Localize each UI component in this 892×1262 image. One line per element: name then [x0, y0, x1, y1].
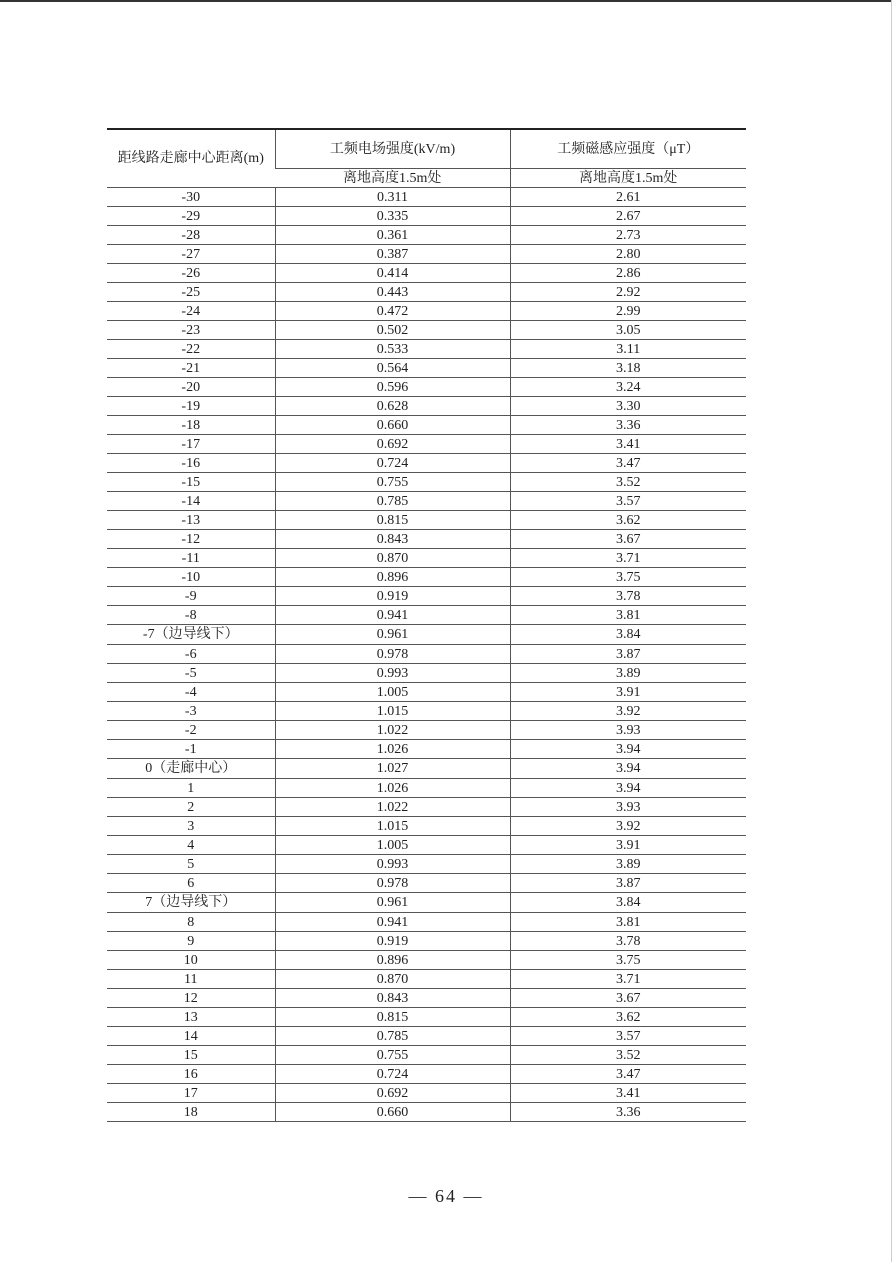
distance-cell: 16 [107, 1065, 275, 1084]
magnetic-induction-cell: 3.81 [510, 606, 746, 625]
table-row [107, 530, 746, 549]
table-row [107, 245, 746, 264]
distance-cell: -23 [107, 321, 275, 340]
distance-column-header: 距线路走廊中心距离(m) [107, 129, 275, 188]
distance-cell: 6 [107, 874, 275, 893]
distance-cell: -24 [107, 302, 275, 321]
magnetic-induction-cell: 3.93 [510, 798, 746, 817]
table-row [107, 606, 746, 625]
electric-field-cell: 0.843 [275, 530, 510, 549]
electric-field-cell: 0.961 [275, 625, 510, 645]
magnetic-induction-cell: 3.71 [510, 970, 746, 989]
field-strength-table [107, 128, 746, 1122]
distance-cell: -30 [107, 188, 275, 207]
electric-field-cell: 0.978 [275, 645, 510, 664]
electric-field-cell: 0.919 [275, 587, 510, 606]
distance-cell: -15 [107, 473, 275, 492]
electric-field-cell: 0.993 [275, 855, 510, 874]
electric-field-cell: 0.596 [275, 378, 510, 397]
table-row [107, 893, 746, 913]
magnetic-induction-cell: 3.94 [510, 779, 746, 798]
table-row [107, 283, 746, 302]
table-row [107, 759, 746, 779]
table-row [107, 264, 746, 283]
distance-cell: -27 [107, 245, 275, 264]
table-row [107, 454, 746, 473]
distance-cell: 2 [107, 798, 275, 817]
table-row [107, 836, 746, 855]
distance-cell: -29 [107, 207, 275, 226]
electric-field-cell: 0.961 [275, 893, 510, 913]
table-row [107, 779, 746, 798]
magnetic-induction-height-subheader: 离地高度1.5m处 [510, 169, 746, 188]
magnetic-induction-cell: 3.57 [510, 1027, 746, 1046]
table-row [107, 1065, 746, 1084]
table-row [107, 645, 746, 664]
magnetic-induction-cell: 3.87 [510, 645, 746, 664]
page-number: — 64 — [408, 1186, 484, 1206]
magnetic-induction-cell: 3.41 [510, 1084, 746, 1103]
magnetic-induction-cell: 3.41 [510, 435, 746, 454]
table-row [107, 721, 746, 740]
magnetic-induction-cell: 3.94 [510, 759, 746, 779]
electric-field-cell: 1.015 [275, 817, 510, 836]
table-row [107, 226, 746, 245]
distance-cell: 11 [107, 970, 275, 989]
table-row [107, 989, 746, 1008]
magnetic-induction-cell: 3.36 [510, 416, 746, 435]
magnetic-induction-cell: 3.24 [510, 378, 746, 397]
electric-field-cell: 0.692 [275, 1084, 510, 1103]
distance-cell: -5 [107, 664, 275, 683]
distance-cell: -21 [107, 359, 275, 378]
distance-cell: -28 [107, 226, 275, 245]
magnetic-induction-cell: 2.99 [510, 302, 746, 321]
distance-cell: -1 [107, 740, 275, 759]
electric-field-cell: 0.724 [275, 1065, 510, 1084]
magnetic-induction-cell: 3.81 [510, 913, 746, 932]
table-row [107, 359, 746, 378]
distance-cell: 13 [107, 1008, 275, 1027]
table-row [107, 340, 746, 359]
magnetic-induction-cell: 3.71 [510, 549, 746, 568]
electric-field-cell: 0.387 [275, 245, 510, 264]
distance-cell: 8 [107, 913, 275, 932]
electric-field-cell: 0.785 [275, 492, 510, 511]
distance-cell: -8 [107, 606, 275, 625]
table-row [107, 1008, 746, 1027]
table-row [107, 817, 746, 836]
electric-field-cell: 0.692 [275, 435, 510, 454]
electric-field-cell: 0.815 [275, 1008, 510, 1027]
electric-field-cell: 0.919 [275, 932, 510, 951]
table-body [107, 188, 746, 1122]
magnetic-induction-cell: 3.11 [510, 340, 746, 359]
magnetic-induction-cell: 3.89 [510, 664, 746, 683]
electric-field-cell: 0.335 [275, 207, 510, 226]
table-row [107, 188, 746, 207]
distance-cell: -9 [107, 587, 275, 606]
table-row [107, 702, 746, 721]
magnetic-induction-cell: 3.87 [510, 874, 746, 893]
table-row [107, 932, 746, 951]
electric-field-cell: 0.870 [275, 970, 510, 989]
distance-cell: 9 [107, 932, 275, 951]
electric-field-cell: 0.815 [275, 511, 510, 530]
table-row [107, 683, 746, 702]
table-row [107, 378, 746, 397]
top-border-line [0, 0, 892, 2]
magnetic-induction-cell: 3.91 [510, 836, 746, 855]
table-row [107, 397, 746, 416]
magnetic-induction-cell: 3.47 [510, 1065, 746, 1084]
magnetic-induction-cell: 2.67 [510, 207, 746, 226]
table-row [107, 321, 746, 340]
table-row [107, 970, 746, 989]
electric-field-cell: 0.755 [275, 473, 510, 492]
table-row [107, 951, 746, 970]
distance-cell: 18 [107, 1103, 275, 1122]
table-row [107, 207, 746, 226]
magnetic-induction-cell: 3.92 [510, 817, 746, 836]
table-header-row [107, 129, 746, 169]
magnetic-induction-cell: 3.78 [510, 587, 746, 606]
electric-field-height-subheader: 离地高度1.5m处 [275, 169, 510, 188]
electric-field-cell: 1.026 [275, 779, 510, 798]
distance-cell: -4 [107, 683, 275, 702]
magnetic-induction-cell: 3.18 [510, 359, 746, 378]
table-row [107, 874, 746, 893]
table-row [107, 1103, 746, 1122]
distance-cell: 12 [107, 989, 275, 1008]
magnetic-induction-cell: 2.61 [510, 188, 746, 207]
distance-cell: 4 [107, 836, 275, 855]
distance-cell: 17 [107, 1084, 275, 1103]
electric-field-cell: 0.502 [275, 321, 510, 340]
electric-field-cell: 0.443 [275, 283, 510, 302]
electric-field-cell: 1.026 [275, 740, 510, 759]
table-row [107, 416, 746, 435]
table-row [107, 798, 746, 817]
magnetic-induction-cell: 3.94 [510, 740, 746, 759]
distance-cell: 7（边导线下） [107, 893, 275, 913]
electric-field-cell: 0.361 [275, 226, 510, 245]
table-row [107, 1084, 746, 1103]
electric-field-cell: 0.311 [275, 188, 510, 207]
magnetic-induction-cell: 3.30 [510, 397, 746, 416]
table-row [107, 568, 746, 587]
electric-field-cell: 0.660 [275, 1103, 510, 1122]
table-row [107, 302, 746, 321]
electric-field-column-header: 工频电场强度(kV/m) [275, 129, 510, 169]
electric-field-cell: 0.843 [275, 989, 510, 1008]
table-row [107, 625, 746, 645]
magnetic-induction-cell: 2.73 [510, 226, 746, 245]
table-row [107, 473, 746, 492]
distance-cell: 14 [107, 1027, 275, 1046]
electric-field-cell: 1.022 [275, 798, 510, 817]
electric-field-cell: 1.027 [275, 759, 510, 779]
distance-cell: -7（边导线下） [107, 625, 275, 645]
table-row [107, 664, 746, 683]
distance-cell: -19 [107, 397, 275, 416]
distance-cell: -20 [107, 378, 275, 397]
distance-cell: -11 [107, 549, 275, 568]
electric-field-cell: 0.896 [275, 568, 510, 587]
table-row [107, 913, 746, 932]
magnetic-induction-cell: 3.52 [510, 1046, 746, 1065]
electric-field-cell: 0.724 [275, 454, 510, 473]
distance-cell: -3 [107, 702, 275, 721]
magnetic-induction-cell: 3.62 [510, 511, 746, 530]
electric-field-cell: 0.941 [275, 606, 510, 625]
electric-field-cell: 0.533 [275, 340, 510, 359]
electric-field-cell: 0.896 [275, 951, 510, 970]
electric-field-cell: 0.414 [275, 264, 510, 283]
distance-cell: -26 [107, 264, 275, 283]
distance-cell: -10 [107, 568, 275, 587]
table-row [107, 587, 746, 606]
magnetic-induction-cell: 3.75 [510, 568, 746, 587]
distance-cell: -13 [107, 511, 275, 530]
electric-field-cell: 0.870 [275, 549, 510, 568]
distance-cell: 1 [107, 779, 275, 798]
distance-cell: -2 [107, 721, 275, 740]
electric-field-cell: 0.472 [275, 302, 510, 321]
magnetic-induction-cell: 3.84 [510, 625, 746, 645]
magnetic-induction-cell: 3.91 [510, 683, 746, 702]
distance-cell: -18 [107, 416, 275, 435]
distance-cell: -12 [107, 530, 275, 549]
electric-field-cell: 0.660 [275, 416, 510, 435]
electric-field-cell: 0.785 [275, 1027, 510, 1046]
electric-field-cell: 0.993 [275, 664, 510, 683]
magnetic-induction-cell: 2.86 [510, 264, 746, 283]
table-row [107, 1027, 746, 1046]
electric-field-cell: 0.755 [275, 1046, 510, 1065]
magnetic-induction-cell: 3.92 [510, 702, 746, 721]
magnetic-induction-cell: 3.62 [510, 1008, 746, 1027]
electric-field-cell: 0.941 [275, 913, 510, 932]
magnetic-induction-cell: 3.93 [510, 721, 746, 740]
distance-cell: 0（走廊中心） [107, 759, 275, 779]
magnetic-induction-cell: 3.05 [510, 321, 746, 340]
distance-cell: -6 [107, 645, 275, 664]
magnetic-induction-cell: 3.89 [510, 855, 746, 874]
distance-cell: 15 [107, 1046, 275, 1065]
distance-cell: -16 [107, 454, 275, 473]
electric-field-cell: 0.564 [275, 359, 510, 378]
magnetic-induction-cell: 3.67 [510, 530, 746, 549]
electric-field-cell: 0.978 [275, 874, 510, 893]
distance-cell: -22 [107, 340, 275, 359]
table-row [107, 740, 746, 759]
table-row [107, 1046, 746, 1065]
magnetic-induction-cell: 3.47 [510, 454, 746, 473]
distance-cell: 3 [107, 817, 275, 836]
distance-cell: -17 [107, 435, 275, 454]
distance-cell: 5 [107, 855, 275, 874]
magnetic-induction-cell: 3.36 [510, 1103, 746, 1122]
table-row [107, 511, 746, 530]
table-row [107, 549, 746, 568]
magnetic-induction-column-header: 工频磁感应强度（μT） [510, 129, 746, 169]
magnetic-induction-cell: 3.67 [510, 989, 746, 1008]
distance-cell: 10 [107, 951, 275, 970]
electric-field-cell: 1.015 [275, 702, 510, 721]
distance-cell: -14 [107, 492, 275, 511]
magnetic-induction-cell: 2.92 [510, 283, 746, 302]
electric-field-cell: 1.022 [275, 721, 510, 740]
electric-field-cell: 1.005 [275, 683, 510, 702]
magnetic-induction-cell: 3.52 [510, 473, 746, 492]
table-row [107, 855, 746, 874]
electric-field-cell: 0.628 [275, 397, 510, 416]
magnetic-induction-cell: 3.78 [510, 932, 746, 951]
table-row [107, 435, 746, 454]
magnetic-induction-cell: 3.57 [510, 492, 746, 511]
table-row [107, 492, 746, 511]
magnetic-induction-cell: 3.84 [510, 893, 746, 913]
distance-cell: -25 [107, 283, 275, 302]
magnetic-induction-cell: 3.75 [510, 951, 746, 970]
magnetic-induction-cell: 2.80 [510, 245, 746, 264]
electric-field-cell: 1.005 [275, 836, 510, 855]
